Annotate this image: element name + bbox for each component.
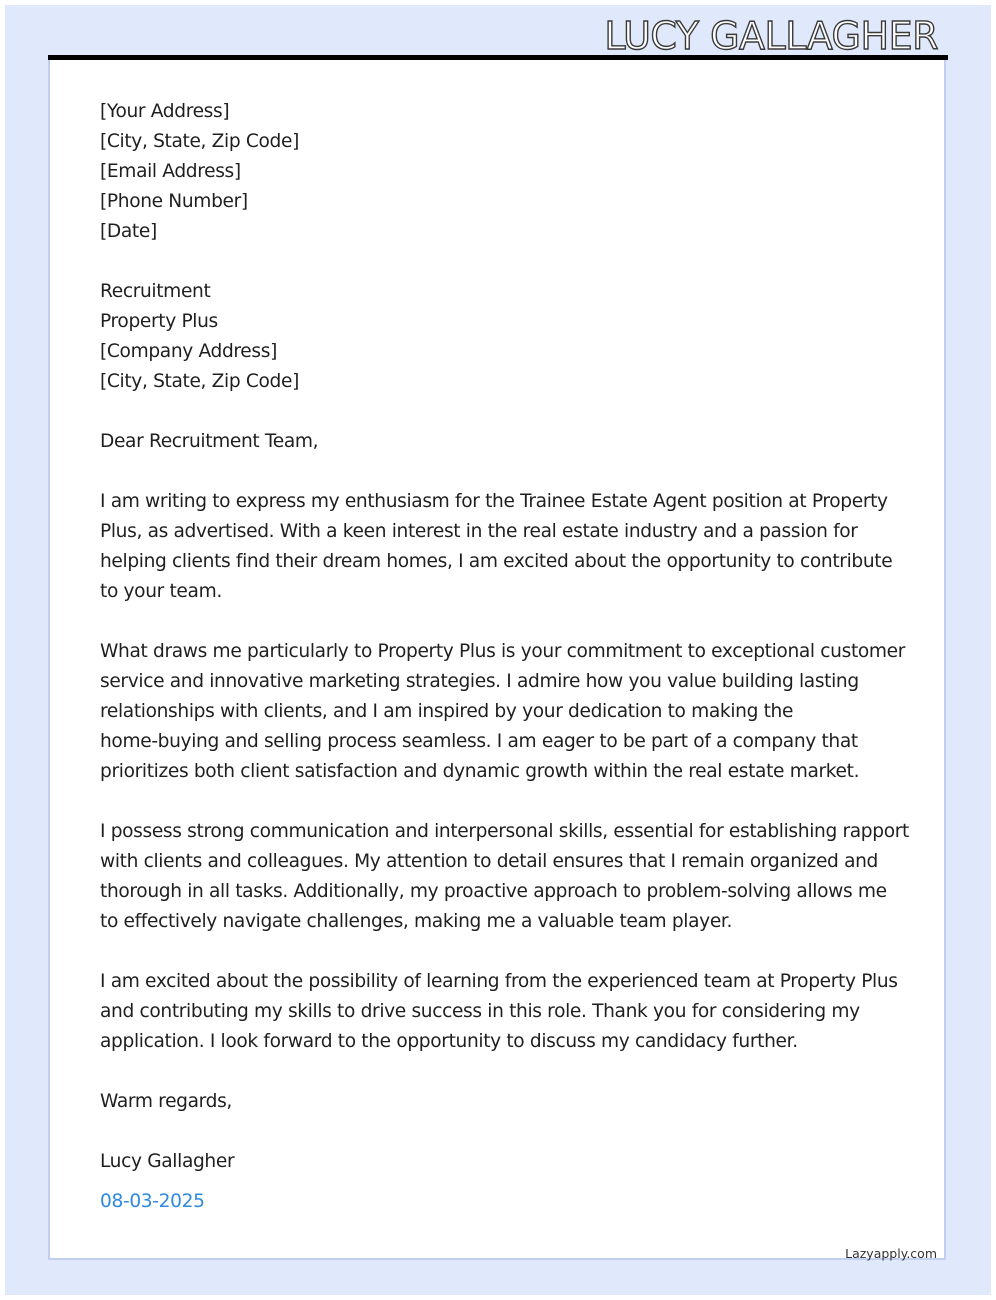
footer-brand: Lazyapply.com — [845, 1246, 937, 1261]
paragraph-line: relationships with clients, and I am inspired by your dedication to making the — [100, 701, 794, 722]
paragraph-line: with clients and colleagues. My attention to detail ensures that I remain organized and — [100, 851, 879, 872]
sender-date: [Date] — [100, 221, 157, 242]
paragraph-line: I am excited about the possibility of learning from the experienced team at Property Plus — [100, 971, 898, 992]
signature-name: Lucy Gallagher — [100, 1151, 235, 1172]
sender-address: [Your Address] — [100, 101, 230, 122]
paragraph-line: I possess strong communication and interpersonal skills, essential for establishing rapport — [100, 821, 909, 842]
paragraph-line: to effectively navigate challenges, making me a valuable team player. — [100, 911, 733, 932]
recipient-city-state-zip: [City, State, Zip Code] — [100, 371, 299, 392]
spacer — [100, 457, 900, 487]
paragraph-line: prioritizes both client satisfaction and dynamic growth within the real estate market. — [100, 761, 860, 782]
cover-letter-body — [100, 97, 909, 1217]
spacer — [100, 787, 900, 817]
sender-city-state-zip: [City, State, Zip Code] — [100, 131, 299, 152]
paragraph-line: helping clients find their dream homes, I am excited about the opportunity to contribute — [100, 551, 893, 572]
paragraph-line: and contributing my skills to drive success in this role. Thank you for considering my — [100, 1001, 860, 1022]
paragraph-line: I am writing to express my enthusiasm for the Trainee Estate Agent position at Property — [100, 491, 888, 512]
sender-email: [Email Address] — [100, 161, 241, 182]
spacer — [100, 937, 900, 967]
applicant-name-heading: LUCY GALLAGHER — [604, 14, 938, 58]
recipient-address: [Company Address] — [100, 341, 277, 362]
body-paragraph-1 — [100, 487, 900, 607]
recipient-company: Property Plus — [100, 311, 218, 332]
paragraph-line: What draws me particularly to Property Plus is your commitment to exceptional customer — [100, 641, 906, 662]
paragraph-line: home-buying and selling process seamless. I am eager to be part of a company that — [100, 731, 858, 752]
paragraph-line: application. I look forward to the opportunity to discuss my candidacy further. — [100, 1031, 798, 1052]
body-paragraph-3 — [100, 817, 909, 937]
spacer — [100, 1057, 900, 1087]
paragraph-line: thorough in all tasks. Additionally, my proactive approach to problem-solving allows me — [100, 881, 887, 902]
signed-date: 08-03-2025 — [100, 1191, 205, 1212]
closing: Warm regards, — [100, 1091, 232, 1112]
paragraph-line: to your team. — [100, 581, 222, 602]
body-paragraph-4 — [100, 967, 900, 1057]
recipient-block — [100, 277, 900, 397]
sender-block — [100, 97, 900, 247]
recipient-department: Recruitment — [100, 281, 211, 302]
paragraph-line: service and innovative marketing strategies. I admire how you value building lasting — [100, 671, 859, 692]
salutation: Dear Recruitment Team, — [100, 431, 319, 452]
body-paragraph-2 — [100, 637, 906, 787]
spacer — [100, 1117, 900, 1147]
spacer — [100, 397, 900, 427]
sender-phone: [Phone Number] — [100, 191, 248, 212]
paragraph-line: Plus, as advertised. With a keen interest in the real estate industry and a passion for — [100, 521, 858, 542]
spacer — [100, 247, 900, 277]
spacer — [100, 607, 900, 637]
